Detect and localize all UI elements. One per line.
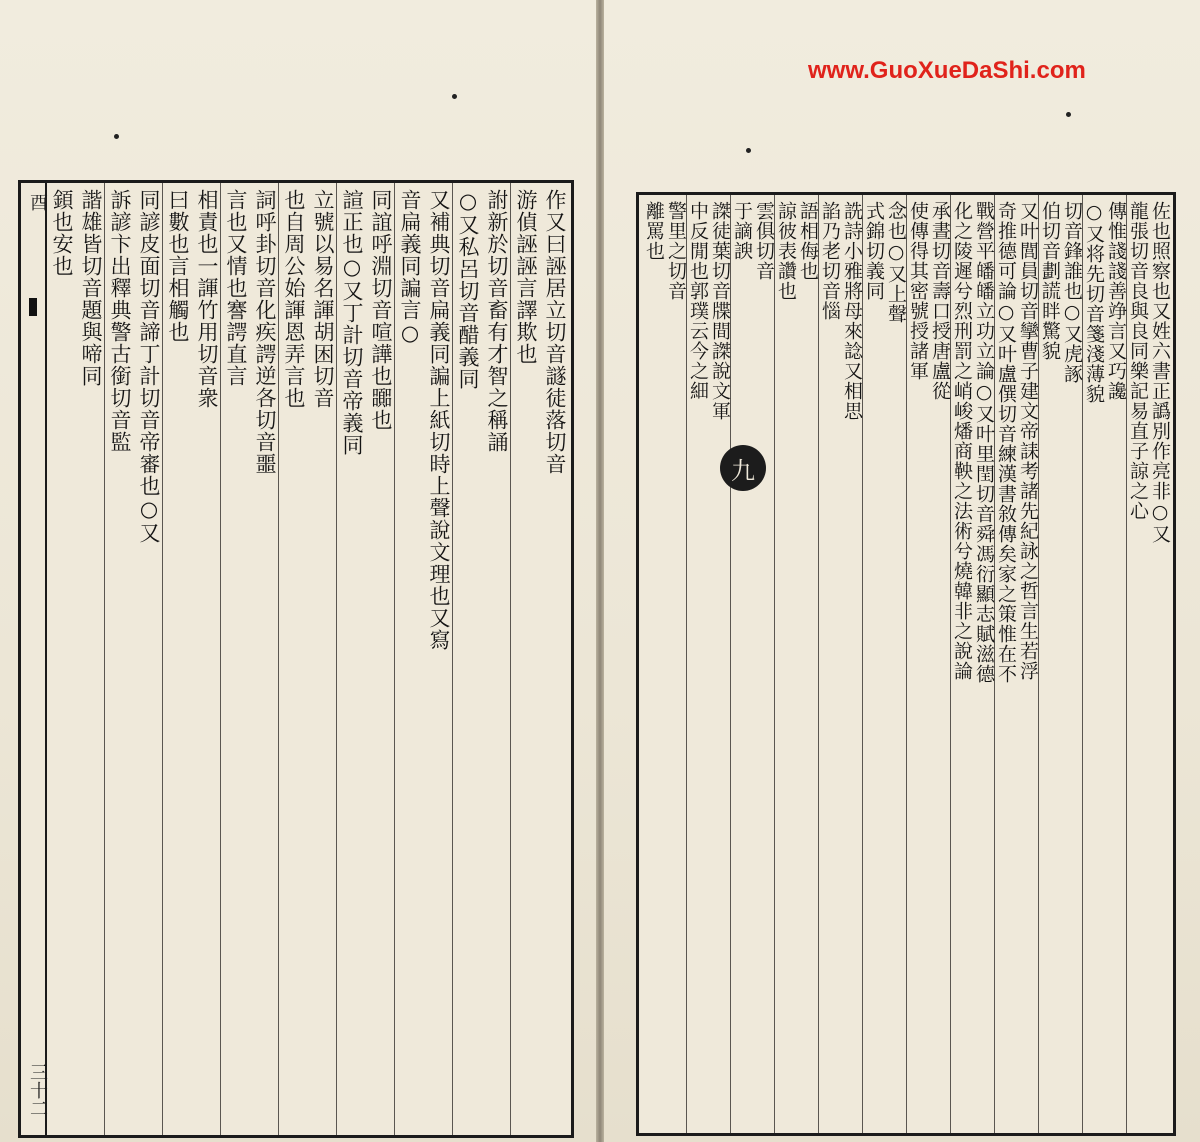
left-text-column: 詞呼卦切音化疾諤逆各切音噩: [253, 189, 277, 475]
left-text-column: 言也又情也謇諤直言: [224, 189, 248, 387]
left-text-column: 諧雄皆切音題與啼同: [79, 189, 103, 387]
paper-dot: [452, 94, 457, 99]
right-text-column: 奇推德可論○又叶盧僎切音練漢書敘傳矣家之策惟在不: [995, 201, 1017, 684]
left-text-column: 又補典切音扁義同諞上紙切時上聲說文理也又寫: [427, 189, 451, 651]
left-fishtail-mark: [29, 298, 37, 316]
right-text-column: 化之陵遲兮烈刑罰之峭峻燔商鞅之法術兮燒韓非之說論: [951, 201, 973, 681]
right-text-column: 佐也照察也又姓六書正譌別作亮非○又: [1149, 201, 1171, 544]
book-gutter: [596, 0, 604, 1142]
right-text-column: 承晝切音壽口授唐盧從: [929, 201, 951, 401]
right-text-column: 諒彼表讚也: [775, 201, 797, 301]
left-text-column: 詂新於切音畜有才智之稱誦: [485, 189, 509, 453]
right-text-column: 傳惟諓諓善竫言又巧讒: [1105, 201, 1127, 401]
left-page: [0, 0, 596, 1142]
right-text-column: 詵詩小雅將母來諗又相思: [841, 201, 863, 421]
left-text-column: ○又私呂切音醋義同: [456, 189, 480, 390]
right-text-column: 警里之切音: [665, 201, 687, 301]
left-text-column: 相責也一諢竹用切音衆: [195, 189, 219, 409]
right-text-column: ○又将先切音箋淺薄貌: [1083, 201, 1105, 404]
right-text-column: 戰營平皤皤立功立論○又叶里閏切音舜馮衍顯志賦滋德: [973, 201, 995, 684]
left-text-column: 曰數也言相觸也: [166, 189, 190, 343]
right-text-frame: [636, 192, 1176, 1136]
left-text-frame: [18, 180, 574, 1138]
right-text-column: 謋徒葉切音牒間謋說文軍: [709, 201, 731, 421]
right-text-column: 伯切音劃謊眫驚貌: [1039, 201, 1061, 361]
left-text-column: 同諺皮面切音諦丁計切音帝審也○又: [137, 189, 161, 544]
right-text-column: 又叶閭員切音攣曹子建文帝誄考諸先紀詠之哲言生若浮: [1017, 201, 1039, 681]
right-text-column: 切音鋒誰也○又虎諑: [1061, 201, 1083, 384]
left-text-column: 同誼呼淵切音喧譁也嚻也: [369, 189, 393, 431]
left-text-column: 作又曰誣居立切音譢徒落切音: [543, 189, 567, 475]
round-seal-mark: 九: [720, 445, 766, 491]
right-text-column: 雲俱切音: [753, 201, 775, 281]
paper-dot: [746, 148, 751, 153]
right-text-column: 語相侮也: [797, 201, 819, 281]
left-text-column: 訴諺卞出釋典警古銜切音監: [108, 189, 132, 453]
left-margin-column: [19, 183, 47, 1135]
left-folio-number: 三十二: [27, 1063, 48, 1117]
right-text-column: 離罵也: [643, 201, 665, 261]
left-text-column: 諠正也○又丁計切音帝義同: [340, 189, 364, 456]
right-text-column: 式錦切義同: [863, 201, 885, 301]
right-text-column: 使傳得其密號授諸軍: [907, 201, 929, 381]
left-text-column: 顉也安也: [50, 189, 74, 277]
right-text-column: 龍張切音良與良同樂記易直子諒之心: [1127, 201, 1149, 521]
paper-dot: [114, 134, 119, 139]
paper-dot: [1066, 112, 1071, 117]
left-text-column: 游偵誣誣言譯欺也: [514, 189, 538, 365]
left-text-column: 也自周公始諢恩弄言也: [282, 189, 306, 409]
left-edge-label: 酉: [27, 193, 48, 211]
left-text-column: 音扁義同諞言○: [398, 189, 422, 346]
right-text-column: 諂乃老切音惱: [819, 201, 841, 321]
left-text-column: 立號以易名諢胡困切音: [311, 189, 335, 409]
right-text-column: 念也○又上聲: [885, 201, 907, 324]
right-text-column: 中反閒也郭璞云今之細: [687, 201, 709, 401]
site-watermark: www.GuoXueDaShi.com: [808, 57, 1086, 84]
right-text-column: 于謫諛: [731, 201, 753, 261]
